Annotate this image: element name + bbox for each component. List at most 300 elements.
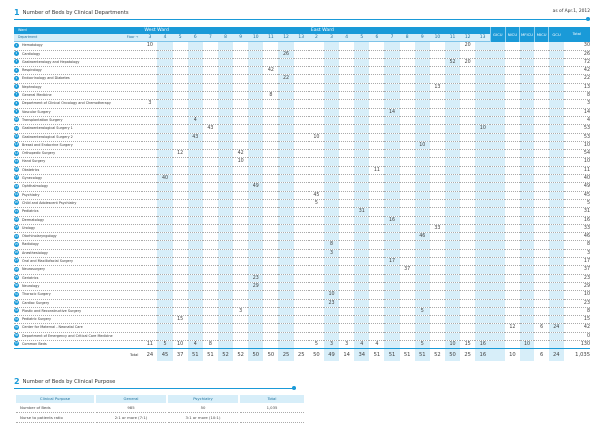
unit-mficu-cell: [520, 316, 535, 324]
east-total-cell: 49: [324, 349, 339, 362]
department-name: Dermatology: [22, 217, 44, 222]
east-floor-6-cell: [369, 83, 384, 91]
west-floor-8-cell: [218, 307, 233, 315]
unit-gcu-cell: [549, 50, 564, 58]
unit-gicu-cell: [490, 183, 505, 191]
east-floor-2-cell: [309, 108, 324, 116]
unit-nicu-cell: [505, 282, 520, 290]
east-floor-10-cell: [430, 241, 445, 249]
west-floor-11-cell: [263, 316, 278, 324]
unit-gcu-cell: [549, 175, 564, 183]
row-number-badge: 15: [14, 159, 19, 163]
east-floor-10-cell: [430, 249, 445, 257]
unit-micu-cell: [534, 175, 549, 183]
east-floor-8-cell: [400, 150, 415, 158]
west-floor-4-cell: [157, 307, 172, 315]
row-number-badge: 9: [15, 110, 18, 114]
east-floor-4-cell: [339, 307, 354, 315]
west-floor-10-cell: [248, 191, 263, 199]
east-floor-8-cell: [400, 241, 415, 249]
west-floor-6-cell: [188, 249, 203, 257]
east-floor-11-cell: [445, 191, 460, 199]
unit-nicu-cell: [505, 175, 520, 183]
west-floor-11-cell: [263, 83, 278, 91]
east-floor-10-cell: [430, 183, 445, 191]
west-floor-11-cell: [263, 166, 278, 174]
unit-gcu-cell: [549, 58, 564, 66]
row-number-badge: 10: [14, 118, 19, 122]
west-floor-12-cell: 26: [278, 50, 293, 58]
row-total-cell: 3: [564, 100, 590, 108]
east-floor-3-cell: [324, 208, 339, 216]
west-floor-11-header: 11: [263, 34, 278, 42]
row-number-badge: 23: [14, 226, 19, 230]
unit-gicu-cell: [490, 50, 505, 58]
west-floor-13-cell: [294, 208, 309, 216]
east-floor-3-header: 3: [324, 34, 339, 42]
west-floor-12-cell: [278, 125, 293, 133]
unit-mficu-cell: [520, 125, 535, 133]
west-floor-5-cell: [173, 175, 188, 183]
west-floor-12-cell: [278, 191, 293, 199]
west-floor-12-cell: [278, 116, 293, 124]
west-floor-7-cell: [203, 166, 218, 174]
east-floor-5-cell: [354, 249, 369, 257]
east-floor-13-cell: [475, 83, 490, 91]
east-floor-9-cell: [415, 249, 430, 257]
west-floor-10-cell: 49: [248, 183, 263, 191]
east-floor-3-cell: [324, 316, 339, 324]
east-floor-2-cell: [309, 241, 324, 249]
east-floor-7-cell: [384, 307, 399, 315]
east-floor-12-cell: [460, 282, 475, 290]
east-floor-11-cell: [445, 274, 460, 282]
west-floor-11-cell: [263, 116, 278, 124]
east-floor-8-cell: [400, 216, 415, 224]
west-floor-4-cell: [157, 191, 172, 199]
row-number-badge: 7: [15, 93, 18, 97]
east-floor-13-cell: [475, 50, 490, 58]
east-floor-8-cell: [400, 249, 415, 257]
west-floor-5-cell: [173, 183, 188, 191]
west-floor-4-cell: [157, 150, 172, 158]
west-floor-3-cell: [142, 299, 157, 307]
unit-mficu-cell: [520, 332, 535, 340]
west-floor-11-cell: [263, 191, 278, 199]
east-floor-4-cell: [339, 158, 354, 166]
west-floor-9-cell: [233, 208, 248, 216]
east-floor-13-cell: [475, 158, 490, 166]
east-floor-3-cell: [324, 274, 339, 282]
row-total-cell: 10: [564, 158, 590, 166]
unit-nicu-cell: [505, 125, 520, 133]
east-floor-13-cell: 16: [475, 340, 490, 348]
west-floor-6-cell: [188, 208, 203, 216]
department-name: Hematology: [22, 43, 43, 48]
department-name: Neurology: [22, 283, 40, 288]
west-floor-3-cell: [142, 307, 157, 315]
unit-gcu-cell: [549, 208, 564, 216]
west-total-cell: 24: [142, 349, 157, 362]
west-floor-13-cell: [294, 224, 309, 232]
department-name: Urology: [22, 225, 36, 230]
west-floor-9-cell: [233, 216, 248, 224]
unit-micu-cell: [534, 100, 549, 108]
west-floor-4-cell: [157, 42, 172, 50]
unit-mficu-cell: [520, 50, 535, 58]
west-floor-12-cell: [278, 249, 293, 257]
west-floor-10-cell: [248, 224, 263, 232]
west-floor-9-cell: [233, 291, 248, 299]
unit-gcu-cell: [549, 116, 564, 124]
east-floor-4-cell: [339, 83, 354, 91]
east-floor-9-cell: [415, 108, 430, 116]
purpose-header-row: [16, 395, 304, 403]
east-floor-13-cell: [475, 175, 490, 183]
east-floor-11-cell: [445, 108, 460, 116]
west-floor-8-cell: [218, 141, 233, 149]
east-floor-5-cell: [354, 108, 369, 116]
west-floor-6-cell: [188, 183, 203, 191]
unit-mficu-cell: [520, 42, 535, 50]
unit-mficu-cell: [520, 249, 535, 257]
east-floor-5-cell: [354, 116, 369, 124]
west-floor-8-cell: [218, 233, 233, 241]
west-floor-12-cell: [278, 233, 293, 241]
unit-gicu-cell: [490, 324, 505, 332]
west-floor-8-cell: [218, 199, 233, 207]
west-floor-7-cell: [203, 299, 218, 307]
east-floor-12-cell: [460, 92, 475, 100]
unit-nicu-cell: [505, 208, 520, 216]
east-floor-9-cell: [415, 208, 430, 216]
east-floor-10-cell: [430, 67, 445, 75]
unit-mficu-cell: [520, 141, 535, 149]
unit-mficu-cell: [520, 166, 535, 174]
east-floor-13-cell: [475, 42, 490, 50]
table-row: [14, 166, 590, 174]
east-floor-4-cell: [339, 299, 354, 307]
east-floor-10-cell: [430, 291, 445, 299]
east-floor-6-cell: [369, 282, 384, 290]
west-floor-7-cell: [203, 199, 218, 207]
east-floor-7-cell: [384, 249, 399, 257]
department-name: Pediatric Surgery: [22, 317, 52, 322]
west-floor-13-cell: [294, 50, 309, 58]
west-floor-5-cell: [173, 141, 188, 149]
west-floor-4-cell: [157, 299, 172, 307]
east-floor-13-cell: [475, 133, 490, 141]
row-number-badge: 27: [14, 259, 19, 263]
west-floor-4-cell: [157, 233, 172, 241]
unit-gcu-cell: [549, 340, 564, 348]
row-number-badge: 8: [15, 101, 18, 105]
west-floor-9-cell: [233, 299, 248, 307]
department-cell: [14, 100, 142, 108]
west-total-cell: 52: [233, 349, 248, 362]
east-floor-7-cell: [384, 158, 399, 166]
west-floor-10-cell: [248, 175, 263, 183]
department-name: Pediatrics: [22, 209, 39, 214]
west-floor-13-cell: [294, 266, 309, 274]
unit-micu-cell: [534, 224, 549, 232]
unit-gicu-cell: [490, 241, 505, 249]
west-floor-3-cell: [142, 258, 157, 266]
east-floor-9-cell: [415, 224, 430, 232]
east-floor-11-cell: [445, 316, 460, 324]
unit-gcu-cell: [549, 216, 564, 224]
west-floor-9-cell: [233, 116, 248, 124]
east-floor-3-cell: [324, 133, 339, 141]
unit-micu-cell: [534, 50, 549, 58]
east-floor-11-cell: [445, 141, 460, 149]
unit-micu-cell: [534, 208, 549, 216]
east-floor-7-cell: [384, 332, 399, 340]
department-cell: [14, 233, 142, 241]
unit-gicu-cell: [490, 299, 505, 307]
unit-micu-cell: [534, 299, 549, 307]
department-cell: [14, 266, 142, 274]
west-floor-11-cell: [263, 241, 278, 249]
west-floor-11-cell: [263, 158, 278, 166]
east-floor-8-cell: [400, 158, 415, 166]
west-floor-7-cell: [203, 258, 218, 266]
west-floor-12-cell: [278, 83, 293, 91]
west-floor-9-cell: [233, 100, 248, 108]
east-floor-13-cell: [475, 116, 490, 124]
east-floor-5-cell: [354, 92, 369, 100]
west-floor-4-cell: [157, 208, 172, 216]
east-floor-2-cell: [309, 274, 324, 282]
unit-nicu-cell: [505, 100, 520, 108]
east-floor-10-cell: [430, 141, 445, 149]
west-floor-10-cell: 29: [248, 282, 263, 290]
east-floor-12-cell: 20: [460, 58, 475, 66]
west-floor-10-cell: [248, 199, 263, 207]
unit-gicu-cell: [490, 249, 505, 257]
east-floor-5-cell: 31: [354, 208, 369, 216]
west-floor-5-cell: [173, 108, 188, 116]
west-floor-7-cell: [203, 133, 218, 141]
east-total-cell: 34: [354, 349, 369, 362]
east-floor-3-cell: 3: [324, 249, 339, 257]
west-floor-3-cell: [142, 291, 157, 299]
east-floor-13-cell: [475, 108, 490, 116]
west-floor-13-cell: [294, 42, 309, 50]
west-floor-10-cell: [248, 158, 263, 166]
west-floor-4-header: 4: [157, 34, 172, 42]
unit-gicu-cell: [490, 42, 505, 50]
unit-gcu-cell: [549, 258, 564, 266]
unit-nicu-cell: [505, 216, 520, 224]
east-floor-13-cell: [475, 291, 490, 299]
department-name: Anesthesiology: [22, 250, 48, 255]
east-floor-3-cell: [324, 83, 339, 91]
west-floor-12-cell: [278, 108, 293, 116]
unit-mficu-cell: [520, 108, 535, 116]
east-floor-7-cell: [384, 141, 399, 149]
row-number-badge: 16: [14, 168, 19, 172]
east-floor-8-cell: [400, 141, 415, 149]
unit-mficu-cell: [520, 158, 535, 166]
west-floor-3-cell: [142, 332, 157, 340]
unit-gicu-cell: [490, 133, 505, 141]
row-total-cell: 10: [564, 141, 590, 149]
west-floor-6-cell: [188, 316, 203, 324]
east-total-cell: 51: [384, 349, 399, 362]
east-floor-5-cell: [354, 307, 369, 315]
west-floor-7-cell: [203, 324, 218, 332]
east-floor-8-cell: [400, 100, 415, 108]
west-floor-11-cell: [263, 125, 278, 133]
east-floor-5-cell: [354, 332, 369, 340]
west-floor-8-cell: [218, 249, 233, 257]
east-floor-7-cell: [384, 175, 399, 183]
west-floor-11-cell: [263, 258, 278, 266]
west-floor-5-cell: [173, 282, 188, 290]
table-row: [14, 158, 590, 166]
east-floor-5-cell: [354, 258, 369, 266]
west-floor-12-cell: [278, 307, 293, 315]
west-floor-12-cell: [278, 199, 293, 207]
east-floor-3-cell: [324, 92, 339, 100]
east-floor-3-cell: [324, 324, 339, 332]
east-floor-3-cell: [324, 75, 339, 83]
east-floor-9-cell: [415, 183, 430, 191]
west-floor-10-cell: [248, 316, 263, 324]
row-total-cell: 46: [564, 233, 590, 241]
unit-nicu-cell: [505, 316, 520, 324]
row-total-cell: 53: [564, 125, 590, 133]
east-total-cell: 25: [460, 349, 475, 362]
west-floor-11-cell: [263, 233, 278, 241]
west-floor-13-cell: [294, 183, 309, 191]
east-floor-8-header: 8: [400, 34, 415, 42]
east-floor-12-cell: [460, 216, 475, 224]
west-floor-3-cell: [142, 158, 157, 166]
west-floor-4-cell: [157, 125, 172, 133]
east-floor-12-cell: [460, 324, 475, 332]
east-floor-11-cell: [445, 166, 460, 174]
west-floor-6-cell: [188, 158, 203, 166]
table-row: [14, 92, 590, 100]
unit-nicu-cell: [505, 183, 520, 191]
unit-micu-cell: [534, 75, 549, 83]
department-cell: [14, 183, 142, 191]
east-floor-8-cell: [400, 58, 415, 66]
unit-header-nicu: NICU: [505, 27, 520, 42]
east-floor-2-cell: [309, 75, 324, 83]
west-floor-5-cell: [173, 307, 188, 315]
east-floor-9-cell: [415, 100, 430, 108]
unit-gicu-cell: [490, 332, 505, 340]
west-floor-10-cell: [248, 50, 263, 58]
unit-mficu-cell: [520, 299, 535, 307]
west-floor-13-cell: [294, 249, 309, 257]
section-2-rule: [14, 388, 296, 389]
west-floor-8-cell: [218, 332, 233, 340]
department-cell: [14, 83, 142, 91]
row-total-cell: 11: [564, 166, 590, 174]
east-floor-12-cell: [460, 133, 475, 141]
row-total-cell: 13: [564, 83, 590, 91]
east-floor-4-cell: [339, 291, 354, 299]
west-floor-9-cell: [233, 166, 248, 174]
unit-header-mficu: MFICU: [520, 27, 535, 42]
row-total-cell: 15: [564, 316, 590, 324]
west-floor-7-cell: [203, 150, 218, 158]
west-floor-3-cell: [142, 191, 157, 199]
east-floor-13-cell: [475, 216, 490, 224]
west-total-cell: 25: [294, 349, 309, 362]
west-floor-10-cell: [248, 166, 263, 174]
east-floor-11-cell: 10: [445, 340, 460, 348]
east-floor-2-cell: [309, 116, 324, 124]
east-floor-9-cell: [415, 324, 430, 332]
west-floor-10-cell: [248, 58, 263, 66]
purpose-value-cell: 50: [168, 404, 238, 413]
west-floor-7-cell: [203, 83, 218, 91]
unit-gicu-cell: [490, 92, 505, 100]
east-floor-7-cell: [384, 58, 399, 66]
east-floor-2-cell: [309, 332, 324, 340]
west-floor-6-cell: [188, 150, 203, 158]
east-floor-8-cell: [400, 340, 415, 348]
department-cell: [14, 216, 142, 224]
unit-gicu-cell: [490, 282, 505, 290]
west-floor-4-cell: [157, 116, 172, 124]
east-floor-8-cell: [400, 274, 415, 282]
east-floor-8-cell: [400, 324, 415, 332]
east-floor-9-cell: [415, 166, 430, 174]
east-floor-13-header: 13: [475, 34, 490, 42]
east-floor-2-cell: 5: [309, 340, 324, 348]
unit-gcu-cell: [549, 249, 564, 257]
west-floor-5-cell: [173, 116, 188, 124]
unit-gcu-cell: [549, 166, 564, 174]
east-floor-7-cell: [384, 83, 399, 91]
west-floor-9-cell: [233, 58, 248, 66]
unit-micu-cell: [534, 282, 549, 290]
west-floor-4-cell: [157, 274, 172, 282]
unit-gicu-cell: [490, 67, 505, 75]
west-floor-6-cell: [188, 291, 203, 299]
west-floor-6-cell: [188, 282, 203, 290]
west-floor-11-cell: [263, 100, 278, 108]
east-floor-4-cell: [339, 191, 354, 199]
row-total-cell: 31: [564, 208, 590, 216]
department-name: Gastroenterological Surgery 2: [22, 134, 73, 139]
row-number-badge: 2: [15, 52, 18, 55]
west-floor-13-cell: [294, 274, 309, 282]
west-floor-7-cell: [203, 224, 218, 232]
unit-nicu-cell: [505, 42, 520, 50]
department-name: Cardiology: [22, 51, 41, 56]
east-floor-13-cell: [475, 224, 490, 232]
west-floor-12-cell: [278, 141, 293, 149]
west-floor-6-cell: [188, 50, 203, 58]
west-floor-3-cell: [142, 233, 157, 241]
west-floor-8-cell: [218, 83, 233, 91]
east-floor-3-cell: [324, 216, 339, 224]
east-floor-13-cell: [475, 282, 490, 290]
west-floor-12-cell: [278, 150, 293, 158]
east-floor-8-cell: [400, 116, 415, 124]
east-floor-11-cell: [445, 324, 460, 332]
east-floor-13-cell: [475, 258, 490, 266]
east-floor-10-cell: [430, 166, 445, 174]
unit-gicu-cell: [490, 58, 505, 66]
